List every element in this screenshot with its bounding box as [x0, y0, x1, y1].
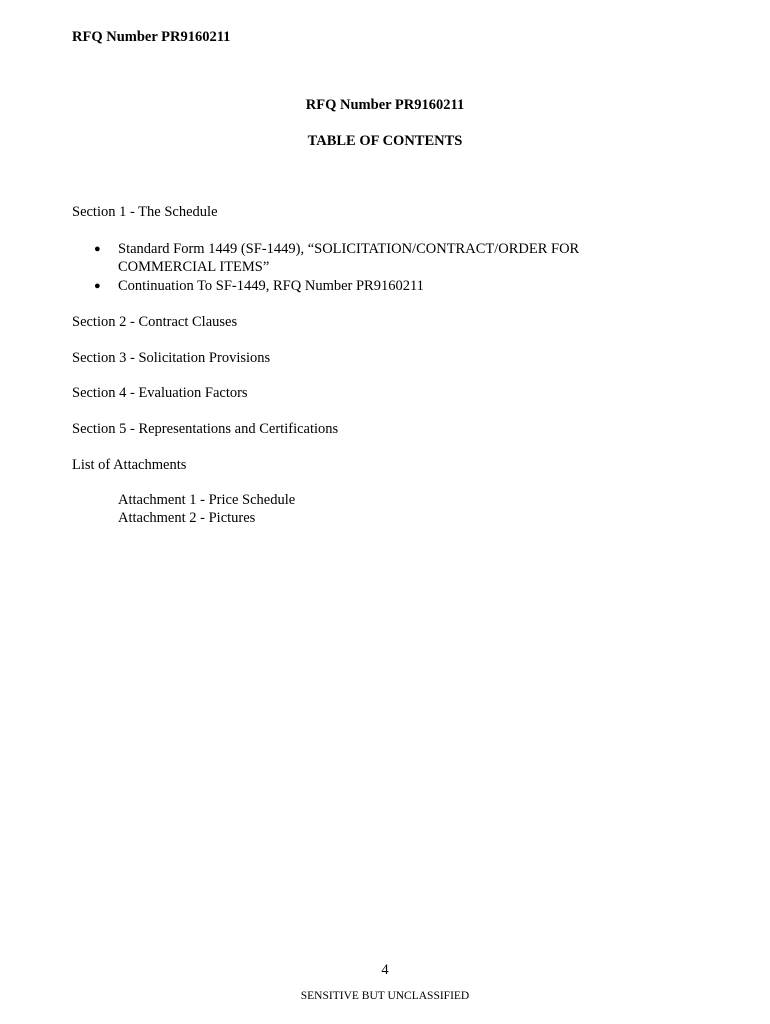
toc-bullet-item [94, 240, 618, 276]
running-header: RFQ Number PR9160211 [72, 29, 231, 45]
bullet-text: Continuation To SF-1449, RFQ Number PR9160211 [118, 278, 424, 294]
bullet-icon: ● [94, 280, 101, 292]
toc-heading: TABLE OF CONTENTS [307, 133, 463, 149]
attachments-heading: List of Attachments [72, 457, 187, 473]
page-number: 4 [381, 962, 389, 978]
bullet-text: Standard Form 1449 (SF-1449), “SOLICITATION/CONTRACT/ORDER FOR COMMERCIAL ITEMS” [118, 241, 580, 275]
toc-section-1: Section 1 - The Schedule [72, 204, 218, 220]
classification-footer: SENSITIVE BUT UNCLASSIFIED [300, 990, 470, 1002]
attachment-item: Attachment 1 - Price Schedule [118, 492, 296, 508]
toc-section-4: Section 4 - Evaluation Factors [72, 385, 248, 401]
toc-bullet-item [94, 277, 618, 295]
toc-section-5: Section 5 - Representations and Certifications [72, 421, 339, 437]
bullet-icon: ● [94, 243, 101, 255]
document-title: RFQ Number PR9160211 [305, 97, 465, 113]
attachment-item: Attachment 2 - Pictures [118, 510, 256, 526]
toc-section-3: Section 3 - Solicitation Provisions [72, 350, 271, 366]
toc-section-2: Section 2 - Contract Clauses [72, 314, 238, 330]
